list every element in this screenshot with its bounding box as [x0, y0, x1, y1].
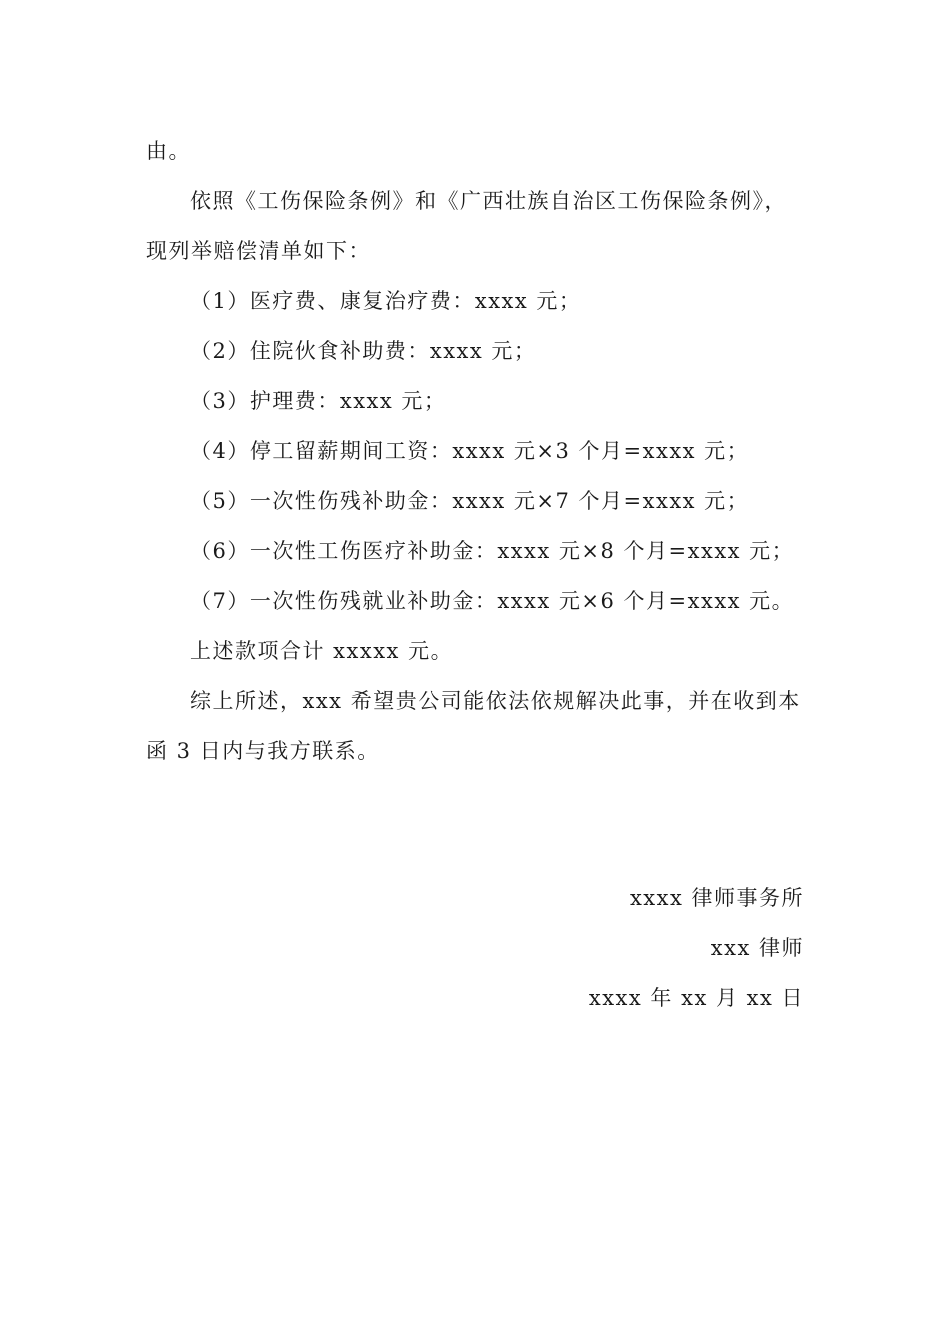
basis-paragraph-line-1: 依照《工伤保险条例》和《广西壮族自治区工伤保险条例》，	[190, 189, 787, 213]
signature-lawyer: xxx 律师	[710, 936, 804, 960]
paragraph-ending: 由。	[146, 139, 191, 163]
conclusion-line-2: 函 3 日内与我方联系。	[146, 739, 380, 763]
conclusion-line-1: 综上所述，xxx 希望贵公司能依法依规解决此事，并在收到本	[190, 689, 801, 713]
basis-paragraph-line-2: 现列举赔偿清单如下：	[146, 239, 371, 263]
compensation-item-5: （5）一次性伤残补助金：xxxx 元×7 个月=xxxx 元；	[190, 489, 750, 513]
compensation-item-3: （3）护理费：xxxx 元；	[190, 389, 447, 413]
compensation-item-7: （7）一次性伤残就业补助金：xxxx 元×6 个月=xxxx 元。	[190, 589, 795, 613]
compensation-item-1: （1）医疗费、康复治疗费：xxxx 元；	[190, 289, 582, 313]
compensation-item-4: （4）停工留薪期间工资：xxxx 元×3 个月=xxxx 元；	[190, 439, 750, 463]
signature-firm: xxxx 律师事务所	[629, 886, 804, 910]
total-amount: 上述款项合计 xxxxx 元。	[190, 639, 454, 663]
compensation-item-6: （6）一次性工伤医疗补助金：xxxx 元×8 个月=xxxx 元；	[190, 539, 795, 563]
signature-date: xxxx 年 xx 月 xx 日	[588, 986, 804, 1010]
compensation-item-2: （2）住院伙食补助费：xxxx 元；	[190, 339, 537, 363]
